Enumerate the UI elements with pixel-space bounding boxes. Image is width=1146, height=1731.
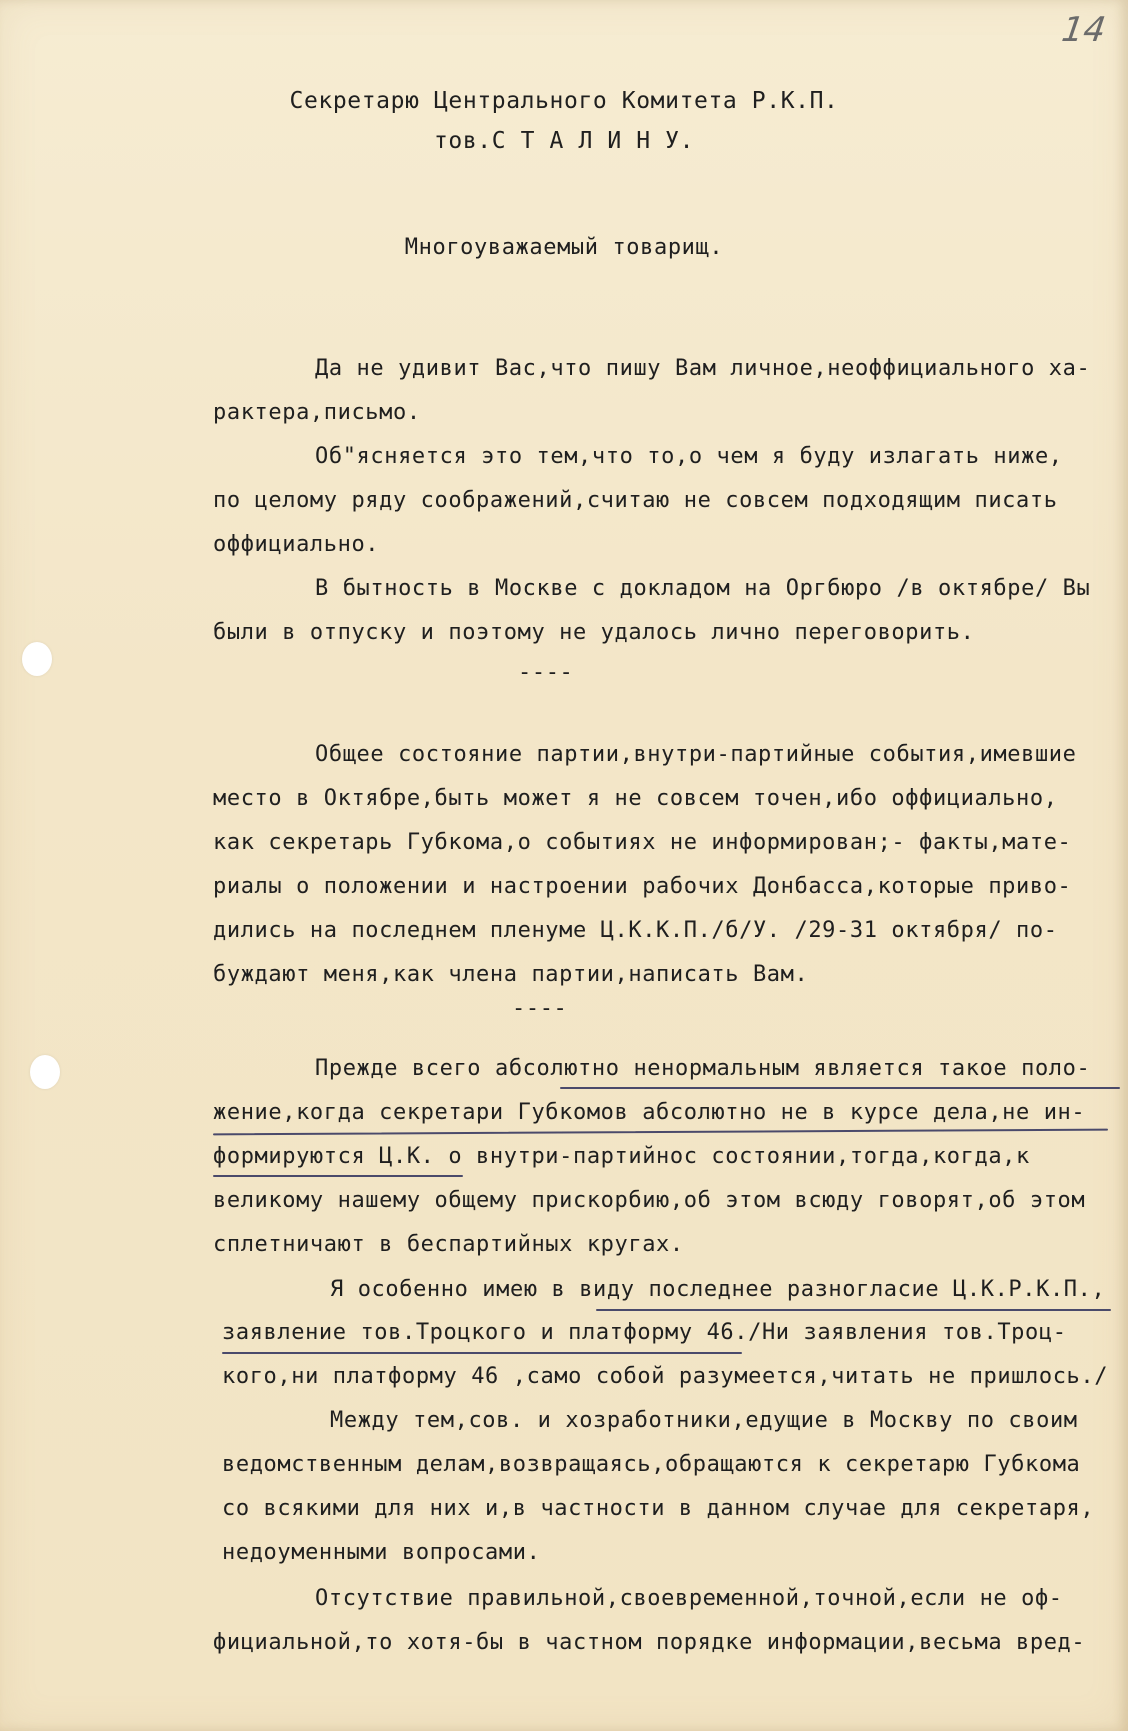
address-line-1: Секретарю Центрального Комитета Р.К.П. <box>289 88 839 114</box>
pen-underline <box>596 1309 1111 1311</box>
separator: ---- <box>518 660 574 685</box>
text-line: место в Октябре,быть может я не совсем точен,ибо оффициально, <box>213 786 1058 811</box>
text-line: В бытность в Москве с докладом на Оргбюро /в октябре/ Вы <box>315 576 1091 601</box>
text-line: великому нашему общему прискорбию,об этом всюду говорят,об этом <box>213 1188 1086 1213</box>
salutation: Многоуважаемый товарищ. <box>404 235 724 260</box>
text-line: формируются Ц.К. о внутри-партийнос состоянии,тогда,когда,к <box>213 1144 1030 1169</box>
text-line: Об"ясняется это тем,что то,о чем я буду излагать ниже, <box>315 444 1063 469</box>
text-line: жение,когда секретари Губкомов абсолютно не в курсе дела,не ин- <box>213 1100 1086 1125</box>
pen-underline <box>213 1129 1108 1136</box>
text-line: со всякими для них и,в частности в данном случае для секретаря, <box>222 1496 1095 1521</box>
pen-underline <box>560 1087 1120 1089</box>
text-line: сплетничают в беспартийных кругах. <box>213 1232 684 1257</box>
text-line: оффициально. <box>213 532 380 557</box>
text-line: по целому ряду соображений,считаю не совсем подходящим писать <box>213 488 1058 513</box>
text-line: как секретарь Губкома,о событиях не информирован;- факты,мате- <box>213 830 1072 855</box>
text-line: Я особенно имею в виду последнее разногласие Ц.К.Р.К.П., <box>330 1277 1106 1302</box>
folio-number: 14 <box>1059 10 1109 50</box>
text-line: Прежде всего абсолютно ненормальным является такое поло- <box>315 1056 1091 1081</box>
text-line: Да не удивит Вас,что пишу Вам личное,неоффициального ха- <box>315 356 1091 381</box>
text-line: буждают меня,как члена партии,написать Вам. <box>213 962 809 987</box>
text-line: Отсутствие правильной,своевременной,точной,если не оф- <box>315 1586 1063 1611</box>
punch-hole <box>30 1055 60 1089</box>
address-line-2: тов.С Т А Л И Н У. <box>433 128 695 154</box>
text-line: Между тем,сов. и хозработники,едущие в Москву по своим <box>330 1408 1078 1433</box>
text-line: дились на последнем пленуме Ц.К.К.П./б/У. /29-31 октября/ по- <box>213 918 1058 943</box>
scan-margin <box>1128 0 1146 1731</box>
text-line: риалы о положении и настроении рабочих Донбасса,которые приво- <box>213 874 1072 899</box>
text-line: были в отпуску и поэтому не удалось лично переговорить. <box>213 620 975 645</box>
text-line: недоуменными вопросами. <box>222 1540 541 1565</box>
text-line: рактера,письмо. <box>213 400 421 425</box>
text-line: Общее состояние партии,внутри-партийные события,имевшие <box>315 742 1077 767</box>
text-line: ведомственным делам,возвращаясь,обращаются к секретарю Губкома <box>222 1452 1081 1477</box>
pen-underline <box>222 1352 742 1354</box>
text-line: кого,ни платформу 46 ,само собой разумеется,читать не пришлось./ <box>222 1364 1109 1389</box>
text-line: заявление тов.Троцкого и платформу 46./Ни заявления тов.Троц- <box>222 1320 1067 1345</box>
text-line: фициальной,то хотя-бы в частном порядке информации,весьма вред- <box>213 1630 1086 1655</box>
pen-underline <box>213 1175 463 1177</box>
separator: ---- <box>512 996 568 1021</box>
punch-hole <box>22 642 52 676</box>
